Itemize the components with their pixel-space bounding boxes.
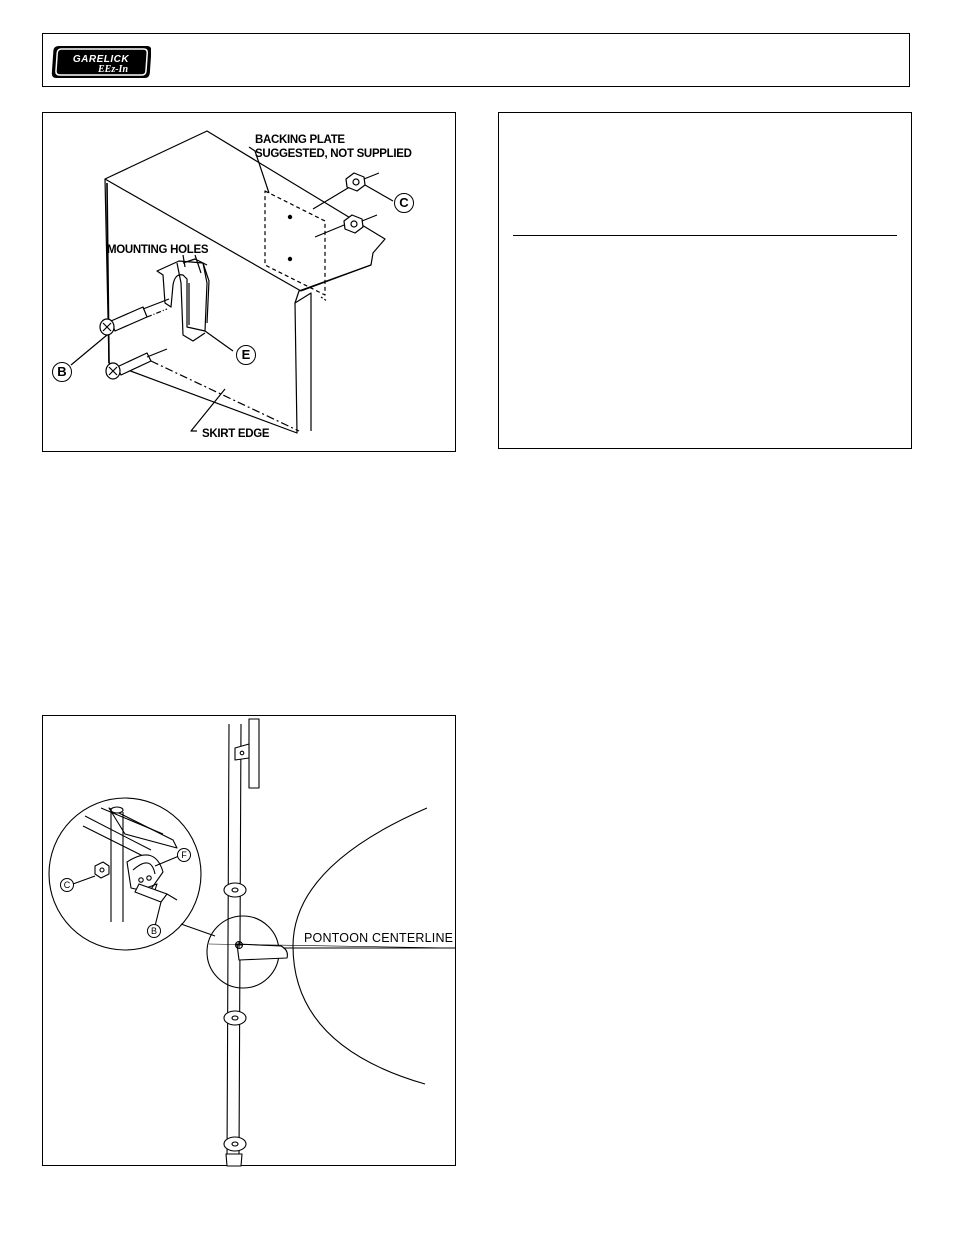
label-mounting-holes: MOUNTING HOLES xyxy=(107,244,209,256)
label-backing-plate: BACKING PLATE xyxy=(255,134,345,146)
figure-bracket-mounting xyxy=(42,112,456,452)
logo-line2: EEz-In xyxy=(97,64,129,75)
label-suggested-not-supplied: SUGGESTED, NOT SUPPLIED xyxy=(255,148,412,160)
callout-c: C xyxy=(394,193,414,213)
figure-pontoon-ladder xyxy=(42,715,456,1166)
label-skirt-edge: SKIRT EDGE xyxy=(202,428,270,440)
header-bar xyxy=(42,33,910,87)
callout-e: E xyxy=(236,345,256,365)
info-box xyxy=(498,112,912,449)
logo-line1: GARELICK xyxy=(72,54,130,65)
callout-b: B xyxy=(52,362,72,382)
callout-c-detail: C xyxy=(60,878,74,892)
label-pontoon-centerline: PONTOON CENTERLINE xyxy=(304,931,454,945)
bracket-mounting-illustration xyxy=(43,113,457,453)
garelick-logo xyxy=(51,42,151,82)
divider-line xyxy=(513,235,897,236)
callout-f-detail: F xyxy=(177,848,191,862)
callout-b-detail: B xyxy=(147,924,161,938)
